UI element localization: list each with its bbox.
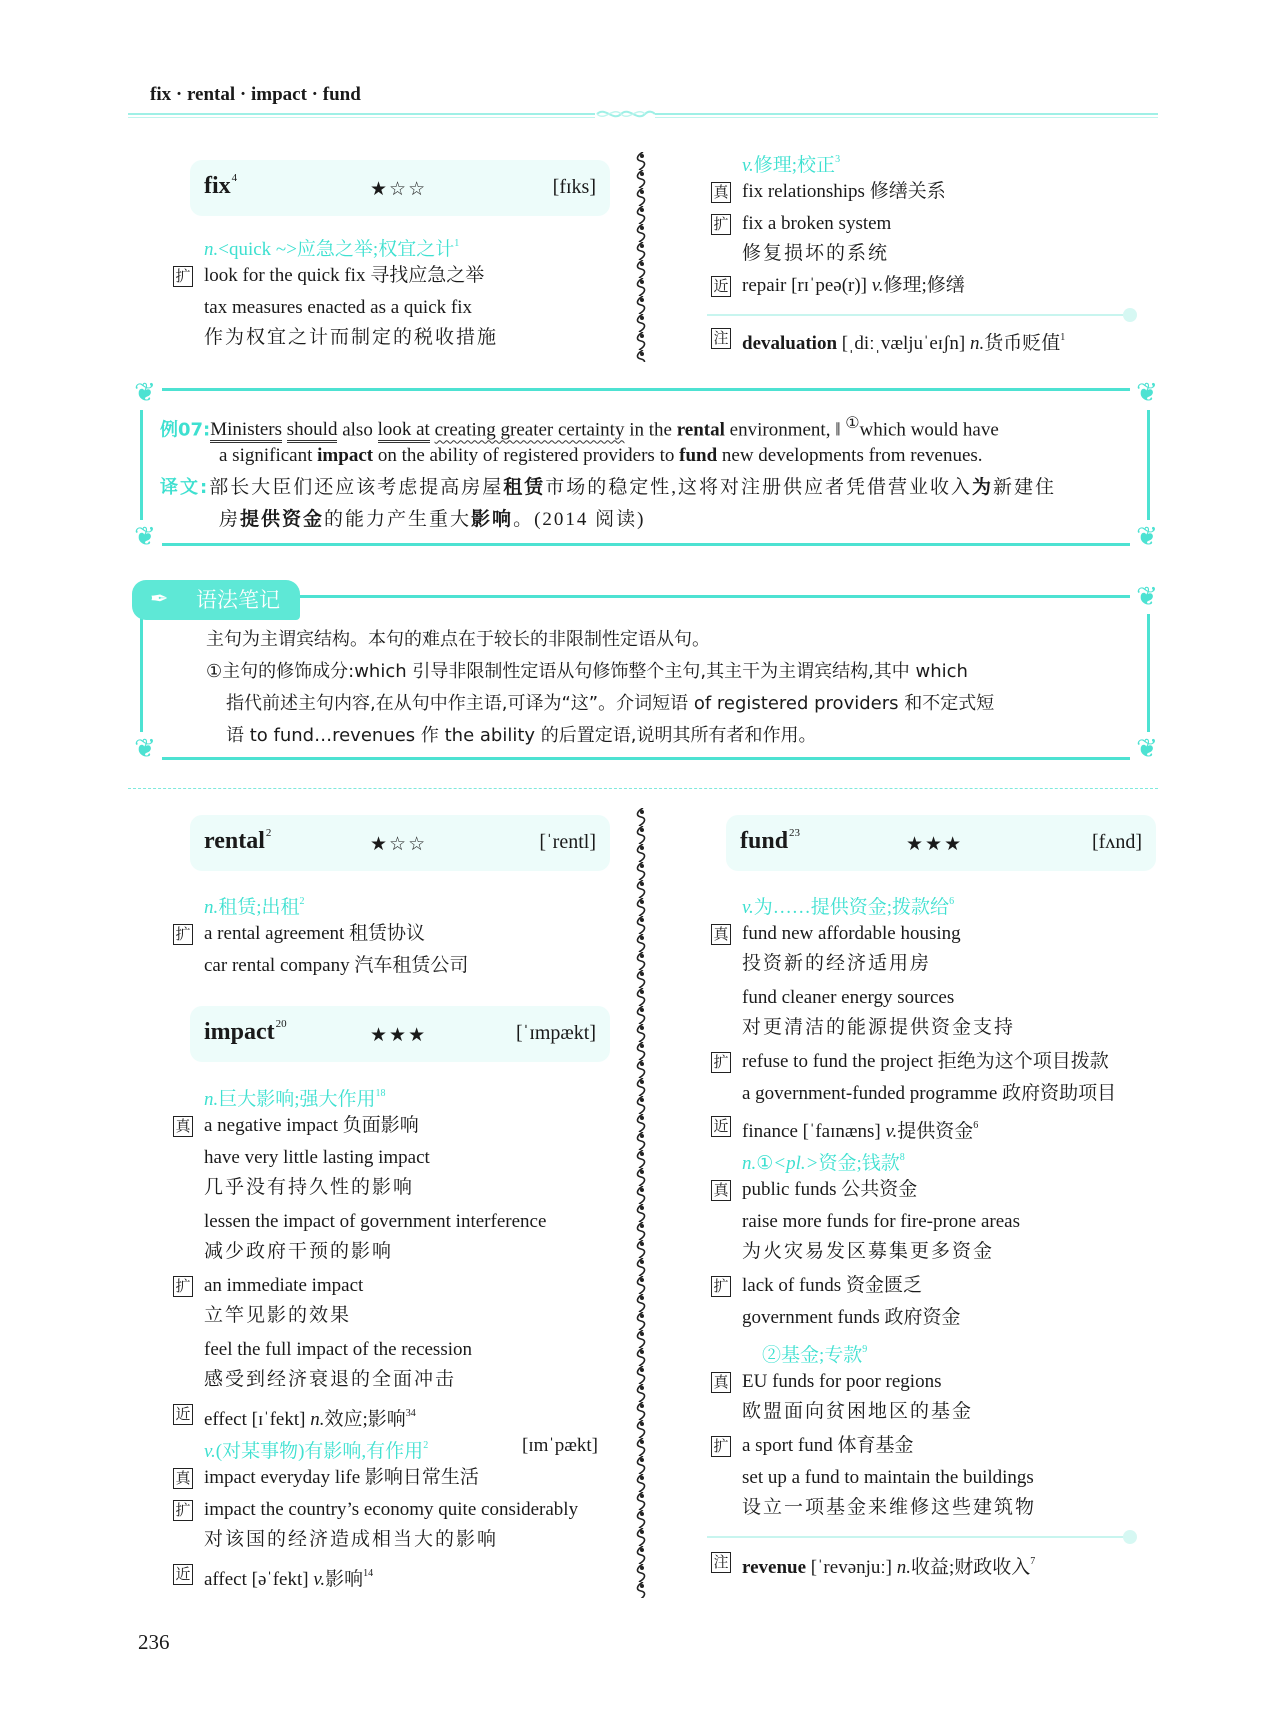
word-card-rental: [190, 815, 610, 871]
example-phrase: 扩 an immediate impact: [204, 1274, 363, 1298]
corner-ornament: ❦: [128, 520, 162, 554]
example-phrase: raise more funds for fire-prone areas: [742, 1211, 1021, 1232]
example-phrase: fund cleaner energy sources: [742, 987, 955, 1008]
sense-noun: n.<quick ~>应急之举;权宜之计$^1$: [204, 238, 460, 260]
example-phrase: 扩 refuse to fund the project 拒绝为这个项目拨款: [742, 1050, 1109, 1074]
headword: impact$^{20}$: [204, 1018, 287, 1045]
example-phrase: a government-funded programme 政府资助项目: [742, 1083, 1117, 1104]
translation-line1: 译文:部长大臣们还应该考虑提高房屋租赁市场的稳定性,这将对注册供应者凭借营业收入为新建住: [160, 477, 1057, 498]
grammar-box-top-rule: [290, 595, 1150, 598]
grammar-title-tab: [132, 580, 300, 620]
example-phrase: 真 fix relationships 修缮关系: [742, 180, 946, 204]
corner-ornament: ❦: [128, 376, 162, 410]
tag-zhen: 真: [173, 1116, 193, 1137]
example-phrase: 扩 a sport fund 体育基金: [742, 1434, 914, 1458]
example-phrase: 扩 impact the country’s economy quite considerably: [204, 1498, 578, 1522]
tag-zhu: 注: [711, 328, 731, 349]
example-phrase: have very little lasting impact: [204, 1147, 430, 1168]
example-phrase: lessen the impact of government interference: [204, 1211, 547, 1232]
example-phrase: 扩 a rental agreement 租赁协议: [204, 922, 425, 946]
tag-jin: 近: [173, 1564, 193, 1585]
example-phrase: 扩 fix a broken system: [742, 212, 891, 236]
translation-line2: 房提供资金的能力产生重大影响。(2014 阅读): [219, 509, 646, 530]
phonetic-verb: [ɪmˈpækt]: [522, 1435, 598, 1456]
sense-verb: v.为……提供资金;拨款给$^6$: [742, 896, 955, 918]
grammar-text: ①主句的修饰成分:which 引导非限制性定语从句修饰整个主句,其主干为主谓宾结构,其中 which: [206, 661, 968, 682]
corner-ornament: ❦: [1130, 376, 1164, 410]
tag-kuo: 扩: [173, 1276, 193, 1297]
word-card-fund: [726, 815, 1156, 871]
sense-noun-2: ②基金;专款$^9$: [762, 1344, 868, 1366]
example-phrase: car rental company 汽车租赁公司: [204, 955, 469, 976]
star-rating: ★★★: [906, 834, 964, 855]
tag-zhen: 真: [173, 1468, 193, 1489]
star-rating: ★☆☆: [370, 834, 428, 855]
example-phrase: 真 a negative impact 负面影响: [204, 1114, 419, 1138]
example-translation: 感受到经济衰退的全面冲击: [204, 1369, 457, 1390]
tag-zhen: 真: [711, 1180, 731, 1201]
grammar-text: 主句为主谓宾结构。本句的难点在于较长的非限制性定语从句。: [206, 629, 710, 650]
synonym: 近 effect [ɪˈfekt] n.效应;影响$^{34}$: [204, 1402, 416, 1432]
example-label: 例07:: [160, 419, 211, 441]
example-translation: 对该国的经济造成相当大的影响: [204, 1529, 499, 1550]
example-phrase: 真 fund new affordable housing: [742, 922, 961, 946]
tag-jin: 近: [711, 276, 731, 297]
tag-jin: 近: [173, 1404, 193, 1425]
pen-icon: ✒: [150, 587, 169, 612]
synonym: 近 repair [rɪˈpeə(r)] v.修理;修缮: [742, 274, 965, 298]
star-rating: ★☆☆: [370, 179, 428, 200]
running-head: fix · rental · impact · fund: [150, 84, 361, 105]
example-phrase: 真 impact everyday life 影响日常生活: [204, 1466, 479, 1490]
corner-ornament: ❦: [128, 732, 162, 766]
phonetic: [fʌnd]: [1092, 831, 1142, 853]
note: 注 revenue [ˈrevənjuː] n.收益;财政收入$^7$: [742, 1550, 1035, 1580]
sense-verb: v.(对某事物)有影响,有作用$^2$: [204, 1440, 429, 1462]
example-phrase: 扩 lack of funds 资金匮乏: [742, 1274, 922, 1298]
headword: fix$^4$: [204, 172, 238, 199]
example-phrase: tax measures enacted as a quick fix: [204, 297, 472, 318]
section-separator: [128, 788, 1158, 789]
tag-zhu: 注: [711, 1552, 731, 1573]
grammar-title: 语法笔记: [196, 588, 280, 612]
example-translation: 设立一项基金来维修这些建筑物: [742, 1497, 1037, 1518]
tag-kuo: 扩: [711, 214, 731, 235]
headword: rental$^2$: [204, 827, 272, 854]
example-sentence-line2: a significant impact on the ability of registered providers to fund new developments from revenues.: [219, 445, 983, 466]
tag-kuo: 扩: [711, 1276, 731, 1297]
synonym: 近 finance [ˈfaɪnæns] v.提供资金$^6$: [742, 1114, 978, 1144]
corner-ornament: ❦: [1130, 580, 1164, 614]
column-divider: [634, 152, 648, 362]
star-rating: ★★★: [370, 1025, 428, 1046]
note: 注 devaluation [ˌdiːˌvæljuˈeɪʃn] n.货币贬值$^1$: [742, 326, 1065, 356]
tag-kuo: 扩: [711, 1052, 731, 1073]
example-translation: 立竿见影的效果: [204, 1305, 352, 1326]
corner-ornament: ❦: [1130, 732, 1164, 766]
sense-verb: v.修理;校正$^3$: [742, 154, 841, 176]
note-rule: [707, 314, 1127, 316]
tag-zhen: 真: [711, 182, 731, 203]
tag-kuo: 扩: [173, 1500, 193, 1521]
sense-noun: n.租赁;出租$^2$: [204, 896, 305, 918]
headword: fund$^{23}$: [740, 827, 801, 854]
example-translation: 为火灾易发区募集更多资金: [742, 1241, 995, 1262]
phonetic: [ˈɪmpækt]: [516, 1022, 596, 1044]
word-card-fix: [190, 160, 610, 216]
example-translation: 欧盟面向贫困地区的基金: [742, 1401, 974, 1422]
example-translation: 作为权宜之计而制定的税收措施: [204, 327, 499, 348]
header-ornament: [595, 106, 655, 122]
example-phrase: 真 public funds 公共资金: [742, 1178, 917, 1202]
tag-kuo: 扩: [711, 1436, 731, 1457]
tag-zhen: 真: [711, 924, 731, 945]
sense-noun: n.巨大影响;强大作用$^{18}$: [204, 1088, 386, 1110]
example-phrase: 扩 look for the quick fix 寻找应急之举: [204, 264, 484, 288]
translation-label: 译文:: [160, 477, 210, 498]
column-divider: [634, 808, 648, 1598]
synonym: 近 affect [əˈfekt] v.影响$^{14}$: [204, 1562, 373, 1592]
word-card-impact: [190, 1006, 610, 1062]
example-phrase: 真 EU funds for poor regions: [742, 1370, 941, 1394]
tag-kuo: 扩: [173, 266, 193, 287]
corner-ornament: ❦: [1130, 520, 1164, 554]
example-phrase: government funds 政府资金: [742, 1307, 961, 1328]
tag-jin: 近: [711, 1116, 731, 1137]
example-translation: 减少政府干预的影响: [204, 1241, 394, 1262]
example-phrase: feel the full impact of the recession: [204, 1339, 473, 1360]
example-translation: 投资新的经济适用房: [742, 953, 932, 974]
example-translation: 几乎没有持久性的影响: [204, 1177, 415, 1198]
sense-noun-1: n.①<pl.>资金;钱款$^8$: [742, 1152, 905, 1174]
example-translation: 修复损坏的系统: [742, 243, 890, 264]
phonetic: [fɪks]: [552, 176, 596, 198]
page-number: 236: [138, 1630, 170, 1654]
note-rule: [707, 1536, 1127, 1538]
tag-zhen: 真: [711, 1372, 731, 1393]
example-sentence-line1: 例07:Ministers should also look at creating greater certainty in the rental environment, ‖ ①which would have: [160, 412, 999, 442]
phonetic: [ˈrentl]: [539, 831, 596, 853]
grammar-text: 语 to fund…revenues 作 the ability 的后置定语,说明其所有者和作用。: [226, 725, 817, 746]
example-translation: 对更清洁的能源提供资金支持: [742, 1017, 1016, 1038]
example-phrase: set up a fund to maintain the buildings: [742, 1467, 1034, 1488]
grammar-text: 指代前述主句内容,在从句中作主语,可译为“这”。介词短语 of registered providers 和不定式短: [226, 693, 995, 714]
tag-kuo: 扩: [173, 924, 193, 945]
